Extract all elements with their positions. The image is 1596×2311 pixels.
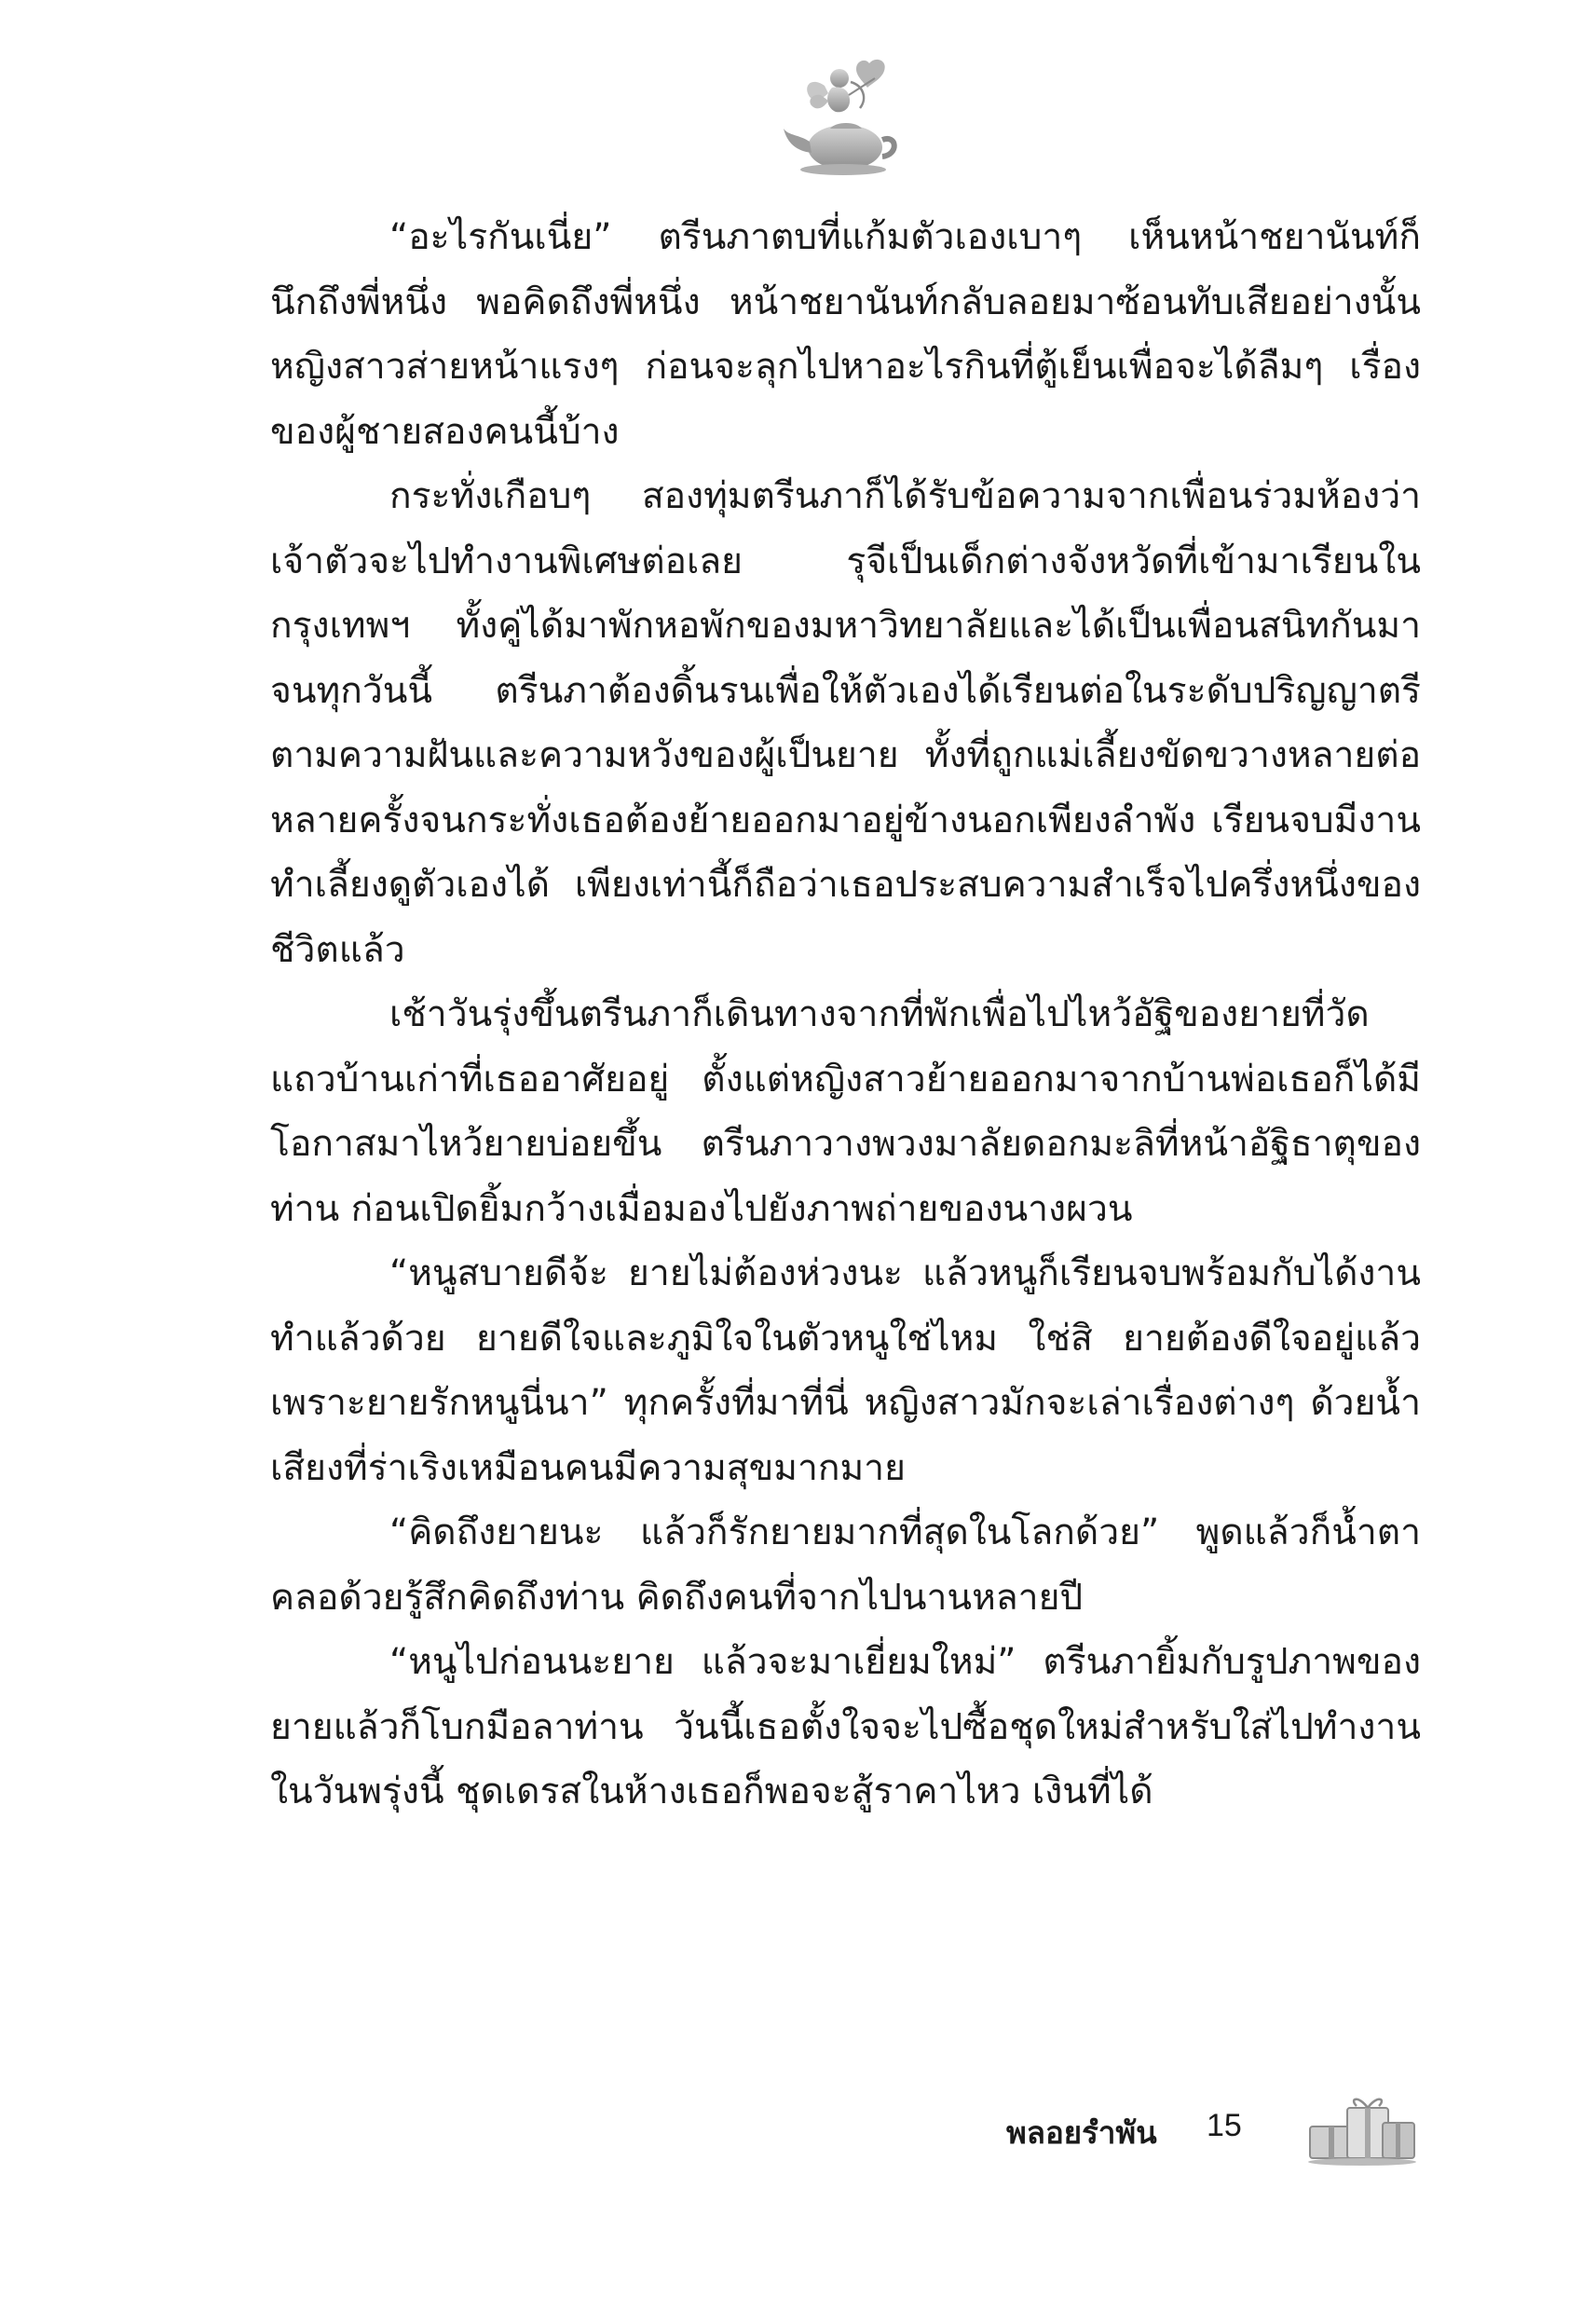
paragraph: “หนูไปก่อนนะยาย แล้วจะมาเยี่ยมใหม่” ตรีนภายิ้มกับรูปภาพของยายแล้วก็โบกมือลาท่าน วันนี้เธอตั้งใจจะไปซื้อชุดใหม่สำหรับใส่ไปทำงานในวันพรุ่งนี้ ชุดเดรสในห้างเธอก็พอจะสู้ราคาไหว เงินที่ได้ bbox=[270, 1641, 1421, 1812]
body-text bbox=[270, 205, 1421, 1825]
book-title: พลอยรำพัน bbox=[1006, 2114, 1157, 2151]
paragraph: “อะไรกันเนี่ย” ตรีนภาตบที่แก้มตัวเองเบาๆ เห็นหน้าชยานันท์ก็นึกถึงพี่หนึ่ง พอคิดถึงพี่หนึ่ง หน้าชยานันท์กลับลอยมาซ้อนทับเสียอย่างนั้น หญิงสาวส่ายหน้าแรงๆ ก่อนจะลุกไปหาอะไรกินที่ตู้เย็นเพื่อจะได้ลืมๆ เรื่องของผู้ชายสองคนนี้บ้าง bbox=[270, 216, 1421, 453]
paragraph: กระทั่งเกือบๆ สองทุ่มตรีนภาก็ได้รับข้อความจากเพื่อนร่วมห้องว่าเจ้าตัวจะไปทำงานพิเศษต่อเลย รุจีเป็นเด็กต่างจังหวัดที่เข้ามาเรียนในกรุงเทพฯ ทั้งคู่ได้มาพักหอพักของมหาวิทยาลัยและได้เป็นเพื่อนสนิทกันมาจนทุกวันนี้ ตรีนภาต้องดิ้นรนเพื่อให้ตัวเองได้เรียนต่อในระดับปริญญาตรีตามความฝันและความหวังของผู้เป็นยาย ทั้งที่ถูกแม่เลี้ยงขัดขวางหลายต่อหลายครั้งจนกระทั่งเธอต้องย้ายออกมาอยู่ข้างนอกเพียงลำพัง เรียนจบมีงานทำเลี้ยงดูตัวเองได้ เพียงเท่านี้ก็ถือว่าเธอประสบความสำเร็จไปครึ่งหนึ่งของชีวิตแล้ว bbox=[270, 475, 1421, 971]
gift-boxes-icon bbox=[1304, 2087, 1421, 2167]
page-footer bbox=[1006, 2087, 1435, 2171]
page-number: 15 bbox=[1207, 2108, 1242, 2143]
cupid-teapot-icon bbox=[778, 54, 908, 185]
paragraph: “หนูสบายดีจ้ะ ยายไม่ต้องห่วงนะ แล้วหนูก็เรียนจบพร้อมกับได้งานทำแล้วด้วย ยายดีใจและภูมิใจในตัวหนูใช่ไหม ใช่สิ ยายต้องดีใจอยู่แล้วเพราะยายรักหนูนี่นา” ทุกครั้งที่มาที่นี่ หญิงสาวมักจะเล่าเรื่องต่างๆ ด้วยน้ำเสียงที่ร่าเริงเหมือนคนมีความสุขมากมาย bbox=[270, 1252, 1421, 1489]
paragraph: เช้าวันรุ่งขึ้นตรีนภาก็เดินทางจากที่พักเพื่อไปไหว้อัฐิของยายที่วัดแถวบ้านเก่าที่เธออาศัยอยู่ ตั้งแต่หญิงสาวย้ายออกมาจากบ้านพ่อเธอก็ได้มีโอกาสมาไหว้ยายบ่อยขึ้น ตรีนภาวางพวงมาลัยดอกมะลิที่หน้าอัฐิธาตุของท่าน ก่อนเปิดยิ้มกว้างเมื่อมองไปยังภาพถ่ายของนางผวน bbox=[270, 993, 1421, 1230]
paragraph: “คิดถึงยายนะ แล้วก็รักยายมากที่สุดในโลกด้วย” พูดแล้วก็น้ำตาคลอด้วยรู้สึกคิดถึงท่าน คิดถึงคนที่จากไปนานหลายปี bbox=[270, 1511, 1421, 1619]
